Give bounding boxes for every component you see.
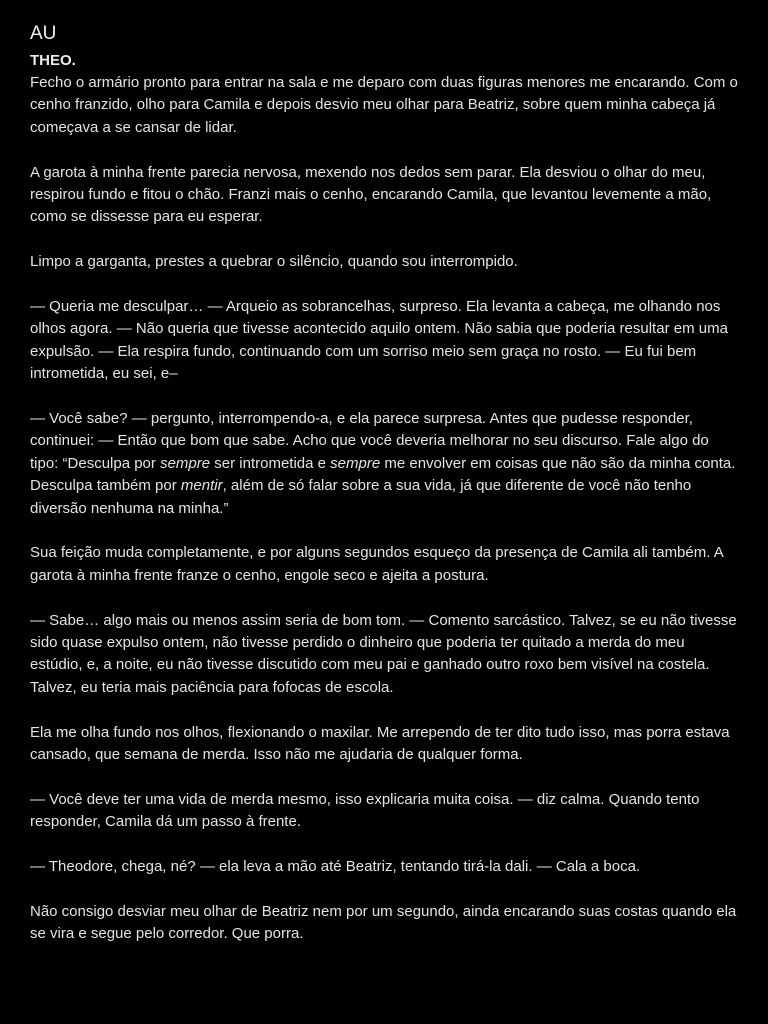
paragraph: Não consigo desviar meu olhar de Beatriz nem por um segundo, ainda encarando suas costas quando ela se vira e segue pelo corredor. Que porra. (30, 902, 737, 943)
paragraph: Ela me olha fundo nos olhos, flexionando o maxilar. Me arrependo de ter dito tudo isso, mas porra estava cansado, que semana de merda. Isso não me ajudaria de qualquer forma. (30, 723, 730, 764)
paragraph: Sua feição muda completamente, e por alguns segundos esqueço da presença de Camila ali também. A garota à minha frente franze o cenho, engole seco e ajeita a postura. (30, 544, 723, 584)
paragraph: — Theodore, chega, né? — ela leva a mão até Beatriz, tentando tirá-la dali. — Cala a boca. (30, 858, 641, 876)
paragraph: — Sabe… algo mais ou menos assim seria de bom tom. — Comento sarcástico. Talvez, se eu não tivesse sido quase expulso ontem, não tivesse perdido o dinheiro que poderia ter quitado a merda do meu estúdio, e, a noite, eu não tivesse discutido com meu pai e ganhado outro roxo bem visível na costela. Talvez, eu teria mais paciência para fofocas de escola. (30, 611, 737, 696)
paragraph: — Você sabe? — pergunto, interrompendo-a, e ela parece surpresa. Antes que pudesse responder, continuei: — Então que bom que sabe. Acho que você deveria melhorar no seu discurso. Fale algo do tipo: “Desculpa por sempre ser intrometida e sempre me envolver em coisas que não são da minha conta. Desculpa também por mentir, além de só falar sobre a sua vida, já que diferente de você não tenho diversão nenhuma na minha.” (30, 410, 736, 517)
paragraph: A garota à minha frente parecia nervosa, mexendo nos dedos sem parar. Ela desviou o olhar do meu, respirou fundo e fitou o chão. Franzi mais o cenho, encarando Camila, que levantou levemente a mão, como se dissesse para eu esperar. (30, 163, 712, 226)
paragraph: Limpo a garganta, prestes a quebrar o silêncio, quando sou interrompido. (30, 253, 518, 271)
chapter-subtitle: THEO. (30, 52, 76, 69)
paragraph: Fecho o armário pronto para entrar na sala e me deparo com duas figuras menores me encarando. Com o cenho franzido, olho para Camila e depois desvio meu olhar para Beatriz, sobre quem minha cabeça já começava a se cansar de lidar. (30, 74, 738, 136)
paragraph: — Você deve ter uma vida de merda mesmo, isso explicaria muita coisa. — diz calma. Quando tento responder, Camila dá um passo à frente. (30, 790, 700, 831)
paragraph: — Queria me desculpar… — Arqueio as sobrancelhas, surpreso. Ela levanta a cabeça, me olhando nos olhos agora. — Não queria que tivesse acontecido aquilo ontem. Não sabia que poderia resultar em uma expulsão. — Ela respira fundo, continuando com um sorriso meio sem graça no rosto. — Eu fui bem intrometida, eu sei, e– (30, 298, 728, 383)
document-title: AU (30, 23, 57, 44)
